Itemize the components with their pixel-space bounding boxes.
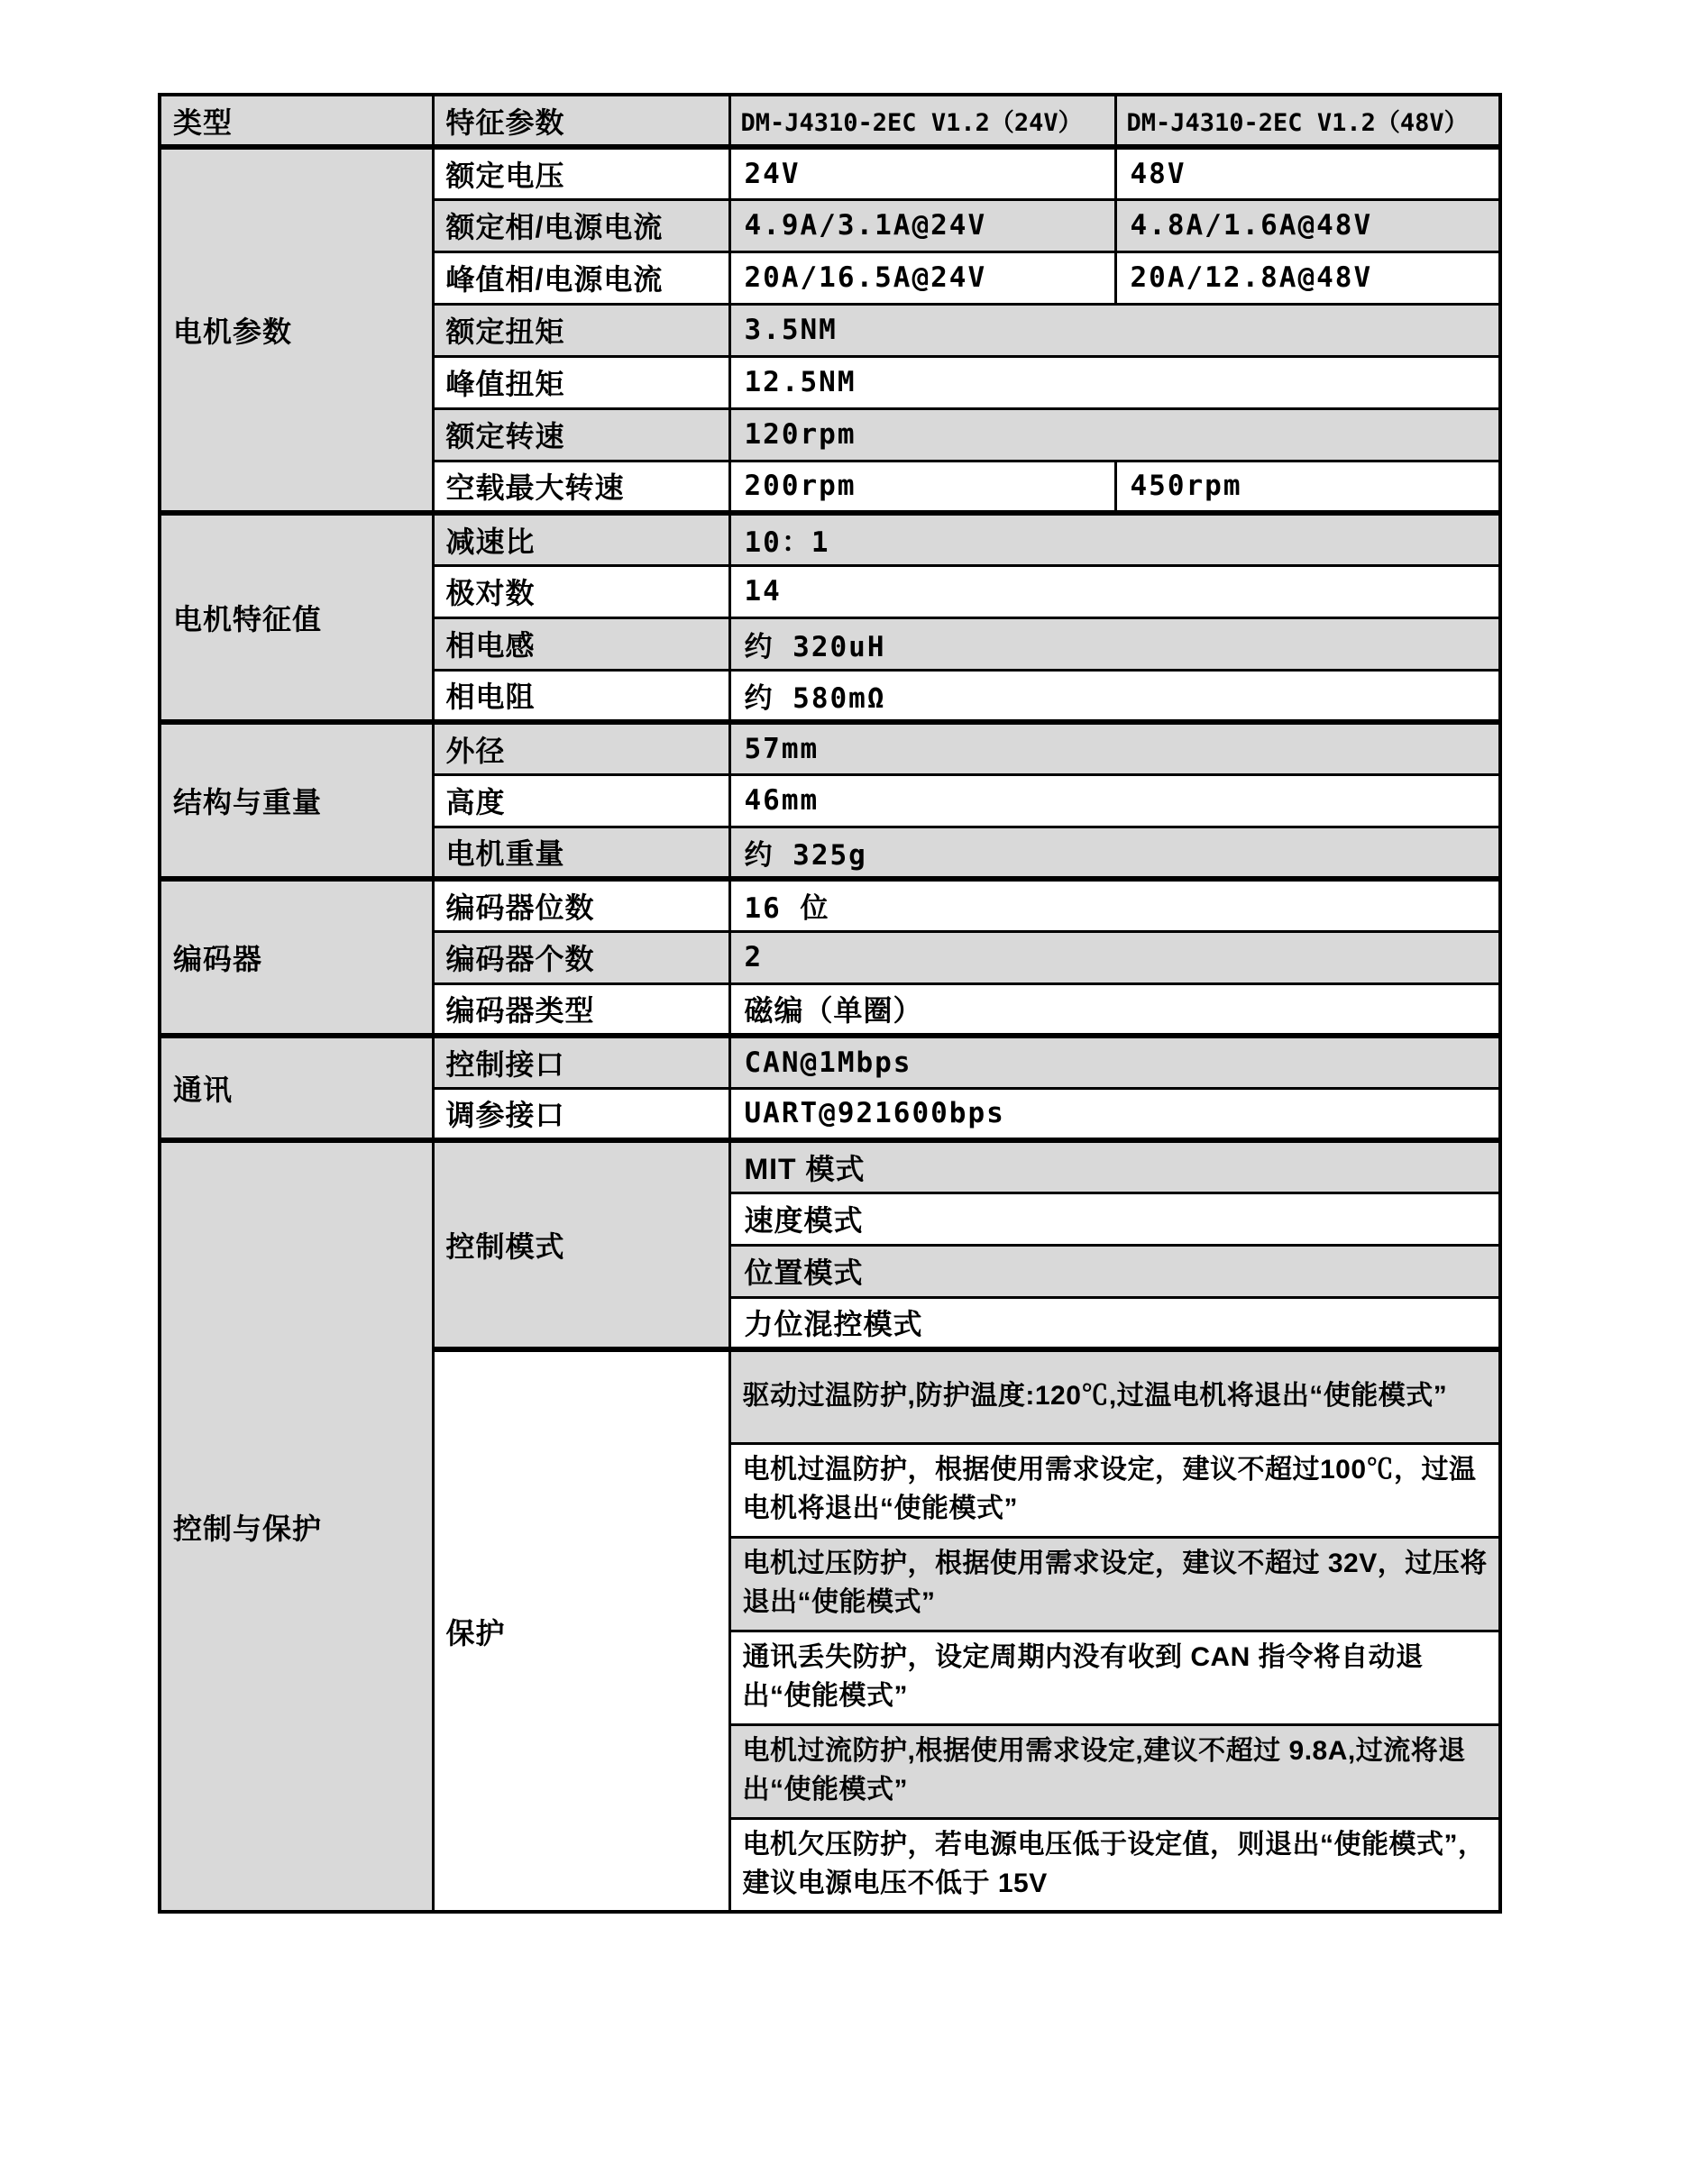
row-encoder-type-label: 编码器类型 — [433, 983, 729, 1036]
table-row — [160, 1036, 1500, 1088]
group-control-mode-label: 控制模式 — [433, 1140, 729, 1349]
header-type-cell: 类型 — [160, 95, 433, 147]
row-peak-current-value-24v: 20A/16.5A@24V — [729, 251, 1115, 304]
table-row — [160, 147, 1500, 199]
row-control-mode-1: 速度模式 — [729, 1193, 1500, 1245]
row-phase-resistance-value: 约 580mΩ — [729, 670, 1500, 722]
row-gear-ratio-label: 减速比 — [433, 513, 729, 565]
row-phase-resistance-label: 相电阻 — [433, 670, 729, 722]
row-rated-voltage-value-24v: 24V — [729, 147, 1115, 199]
row-pole-pairs-value: 14 — [729, 565, 1500, 617]
row-encoder-bits-label: 编码器位数 — [433, 879, 729, 931]
row-rated-current-value-24v: 4.9A/3.1A@24V — [729, 199, 1115, 251]
row-noload-speed-value-48v: 450rpm — [1115, 461, 1500, 513]
row-tuning-interface-value: UART@921600bps — [729, 1088, 1500, 1140]
row-control-mode-2: 位置模式 — [729, 1245, 1500, 1297]
row-outer-diameter-value: 57mm — [729, 722, 1500, 774]
header-model-48v-cell: DM-J4310-2EC V1.2（48V） — [1115, 95, 1500, 147]
row-rated-torque-value: 3.5NM — [729, 304, 1500, 356]
row-control-interface-value: CAN@1Mbps — [729, 1036, 1500, 1088]
row-rated-current-value-48v: 4.8A/1.6A@48V — [1115, 199, 1500, 251]
row-tuning-interface-label: 调参接口 — [433, 1088, 729, 1140]
row-peak-torque-label: 峰值扭矩 — [433, 356, 729, 408]
category-motor-characteristics: 电机特征值 — [160, 513, 433, 722]
header-param-cell: 特征参数 — [433, 95, 729, 147]
row-phase-inductance-value: 约 320uH — [729, 617, 1500, 670]
row-noload-speed-label: 空载最大转速 — [433, 461, 729, 513]
row-height-label: 高度 — [433, 774, 729, 827]
table-row — [160, 1140, 1500, 1193]
row-encoder-bits-value: 16 位 — [729, 879, 1500, 931]
row-rated-torque-label: 额定扭矩 — [433, 304, 729, 356]
table-row — [160, 513, 1500, 565]
row-rated-speed-value: 120rpm — [729, 408, 1500, 461]
row-protection-4: 电机过流防护,根据使用需求设定,建议不超过 9.8A,过流将退出“使能模式” — [729, 1724, 1500, 1818]
category-motor-params: 电机参数 — [160, 147, 433, 513]
row-encoder-count-label: 编码器个数 — [433, 931, 729, 983]
row-motor-weight-label: 电机重量 — [433, 827, 729, 879]
row-protection-0: 驱动过温防护,防护温度:120℃,过温电机将退出“使能模式” — [729, 1349, 1500, 1443]
row-phase-inductance-label: 相电感 — [433, 617, 729, 670]
table-row — [160, 722, 1500, 774]
row-peak-current-label: 峰值相/电源电流 — [433, 251, 729, 304]
row-rated-voltage-label: 额定电压 — [433, 147, 729, 199]
row-peak-current-value-48v: 20A/12.8A@48V — [1115, 251, 1500, 304]
row-gear-ratio-value: 10：1 — [729, 513, 1500, 565]
row-control-interface-label: 控制接口 — [433, 1036, 729, 1088]
category-encoder: 编码器 — [160, 879, 433, 1036]
row-rated-speed-label: 额定转速 — [433, 408, 729, 461]
category-structure-weight: 结构与重量 — [160, 722, 433, 879]
category-communication: 通讯 — [160, 1036, 433, 1140]
row-protection-3: 通讯丢失防护，设定周期内没有收到 CAN 指令将自动退出“使能模式” — [729, 1631, 1500, 1724]
row-outer-diameter-label: 外径 — [433, 722, 729, 774]
row-control-mode-3: 力位混控模式 — [729, 1297, 1500, 1349]
row-noload-speed-value-24v: 200rpm — [729, 461, 1115, 513]
table-row — [160, 879, 1500, 931]
row-motor-weight-value: 约 325g — [729, 827, 1500, 879]
table-row — [160, 95, 1500, 147]
motor-spec-table — [158, 93, 1502, 1914]
row-protection-2: 电机过压防护，根据使用需求设定，建议不超过 32V，过压将退出“使能模式” — [729, 1537, 1500, 1631]
category-control-protection: 控制与保护 — [160, 1140, 433, 1912]
group-protection-label: 保护 — [433, 1349, 729, 1912]
row-rated-voltage-value-48v: 48V — [1115, 147, 1500, 199]
row-protection-5: 电机欠压防护，若电源电压低于设定值，则退出“使能模式”，建议电源电压不低于 15V — [729, 1818, 1500, 1912]
row-protection-1: 电机过温防护，根据使用需求设定，建议不超过100℃，过温电机将退出“使能模式” — [729, 1443, 1500, 1537]
row-encoder-type-value: 磁编（单圈） — [729, 983, 1500, 1036]
header-model-24v-cell: DM-J4310-2EC V1.2（24V） — [729, 95, 1115, 147]
row-height-value: 46mm — [729, 774, 1500, 827]
row-control-mode-0: MIT 模式 — [729, 1140, 1500, 1193]
row-peak-torque-value: 12.5NM — [729, 356, 1500, 408]
row-rated-current-label: 额定相/电源电流 — [433, 199, 729, 251]
row-encoder-count-value: 2 — [729, 931, 1500, 983]
row-pole-pairs-label: 极对数 — [433, 565, 729, 617]
